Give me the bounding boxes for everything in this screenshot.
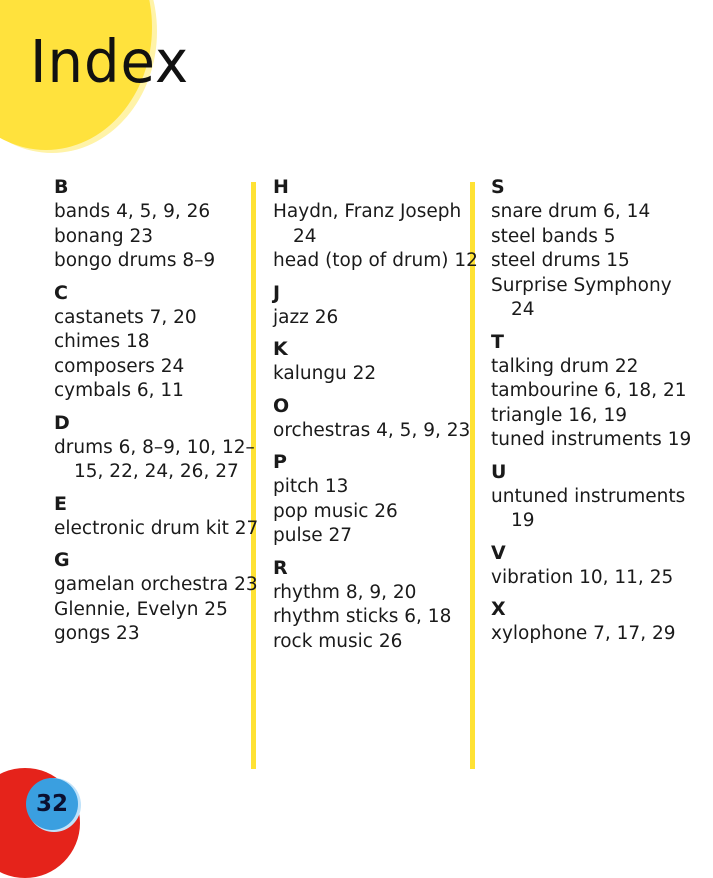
index-column-3 bbox=[491, 175, 701, 654]
index-entry: rhythm sticks 6, 18 bbox=[273, 606, 452, 627]
index-entry: electronic drum kit 27 bbox=[54, 517, 259, 539]
index-entry: pop music 26 bbox=[273, 500, 398, 522]
index-group bbox=[54, 411, 264, 485]
index-group bbox=[491, 330, 701, 453]
index-letter-heading: O bbox=[273, 394, 290, 417]
index-letter-heading: P bbox=[273, 451, 287, 473]
index-entry: snare drum 6, 14 bbox=[491, 201, 651, 222]
index-letter-heading: U bbox=[491, 460, 507, 483]
index-entry: orchestras 4, 5, 9, 23 bbox=[273, 419, 471, 441]
index-column-2 bbox=[273, 175, 483, 661]
index-group bbox=[54, 175, 264, 274]
index-group bbox=[273, 556, 483, 655]
index-entry: gamelan orchestra 23 bbox=[54, 574, 258, 595]
index-entry: triangle 16, 19 bbox=[491, 404, 628, 426]
index-entry: vibration 10, 11, 25 bbox=[491, 566, 674, 588]
index-entry: drums 6, 8–9, 10, 12–15, 22, 24, 26, 27 bbox=[54, 436, 255, 482]
index-entry: head (top of drum) 12 bbox=[273, 250, 478, 271]
index-entry: kalungu 22 bbox=[273, 363, 377, 384]
index-letter-heading: T bbox=[491, 330, 504, 353]
index-entry: steel bands 5 bbox=[491, 225, 616, 247]
index-entry: untuned instruments 19 bbox=[491, 485, 686, 531]
index-letter-heading: K bbox=[273, 338, 288, 360]
index-entry: tambourine 6, 18, 21 bbox=[491, 380, 687, 401]
index-group bbox=[491, 541, 701, 591]
index-entry: bands 4, 5, 9, 26 bbox=[54, 201, 211, 222]
index-letter-heading: E bbox=[54, 492, 67, 515]
index-entry: gongs 23 bbox=[54, 623, 140, 644]
index-entry: rhythm 8, 9, 20 bbox=[273, 581, 417, 603]
index-column-1 bbox=[54, 175, 264, 654]
index-entry: bongo drums 8–9 bbox=[54, 250, 216, 271]
index-letter-heading: C bbox=[54, 281, 68, 304]
index-entry: pulse 27 bbox=[273, 525, 353, 546]
index-letter-heading: X bbox=[491, 598, 506, 620]
index-entry: cymbals 6, 11 bbox=[54, 380, 184, 401]
page-number-badge bbox=[26, 778, 78, 830]
index-group bbox=[54, 548, 264, 647]
index-group bbox=[491, 175, 701, 323]
index-letter-heading: D bbox=[54, 411, 70, 434]
index-entry: talking drum 22 bbox=[491, 355, 639, 377]
index-entry: xylophone 7, 17, 29 bbox=[491, 623, 676, 644]
index-entry: Haydn, Franz Joseph 24 bbox=[273, 201, 462, 247]
index-entry: castanets 7, 20 bbox=[54, 306, 197, 328]
index-letter-heading: V bbox=[491, 541, 506, 564]
index-letter-heading: B bbox=[54, 176, 69, 198]
index-group bbox=[491, 597, 701, 647]
index-group bbox=[273, 175, 483, 274]
index-letter-heading: H bbox=[273, 176, 289, 198]
index-entry: composers 24 bbox=[54, 355, 185, 377]
index-entry: chimes 18 bbox=[54, 331, 150, 352]
index-entry: Surprise Symphony 24 bbox=[491, 274, 672, 320]
index-entry: pitch 13 bbox=[273, 476, 349, 497]
index-entry: Glennie, Evelyn 25 bbox=[54, 598, 228, 620]
index-entry: bonang 23 bbox=[54, 225, 154, 247]
page-number: 32 bbox=[35, 791, 68, 817]
index-group bbox=[273, 394, 483, 444]
index-letter-heading: S bbox=[491, 176, 505, 198]
index-entry: rock music 26 bbox=[273, 630, 403, 652]
index-letter-heading: J bbox=[273, 281, 281, 304]
index-entry: tuned instruments 19 bbox=[491, 429, 692, 450]
index-group bbox=[273, 337, 483, 387]
index-group bbox=[273, 281, 483, 331]
index-group bbox=[54, 492, 264, 542]
page-title: Index bbox=[30, 28, 190, 97]
index-entry: jazz 26 bbox=[273, 306, 339, 328]
index-letter-heading: R bbox=[273, 556, 288, 579]
index-letter-heading: G bbox=[54, 549, 70, 571]
index-group bbox=[491, 460, 701, 534]
index-group bbox=[54, 281, 264, 404]
index-group bbox=[273, 450, 483, 549]
index-entry: steel drums 15 bbox=[491, 250, 630, 271]
